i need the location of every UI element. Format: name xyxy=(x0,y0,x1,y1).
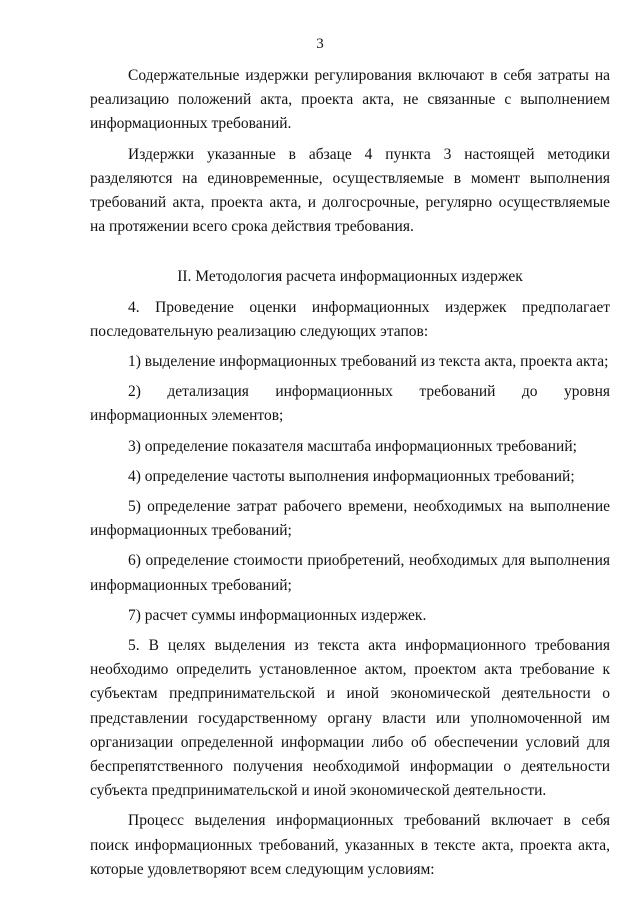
section-heading: II. Методология расчета информационных издержек xyxy=(177,268,523,286)
paragraph-content-costs: Содержательные издержки регулирования включают в себя затраты на реализацию положений акта, проекта акта, не связанные с выполнением информационных требований. xyxy=(90,67,610,133)
list-item-step-5: 5) определение затрат рабочего времени, необходимых на выполнение информационных требований; xyxy=(90,498,610,540)
paragraph-cost-types: Издержки указанные в абзаце 4 пункта 3 настоящей методики разделяются на единовременные, осуществляемые в момент выполнения требований акта, проекта акта, и долгосрочные, регулярно осуществляемые на протяжении всего срока действия требования. xyxy=(90,145,610,236)
paragraph-item-4: 4. Проведение оценки информационных издержек предполагает последовательную реализацию следующих этапов: xyxy=(90,298,610,340)
list-item-step-2: 2) детализация информационных требований до уровня информационных элементов; xyxy=(90,383,610,425)
document-body xyxy=(90,64,610,888)
list-item-step-7: 7) расчет суммы информационных издержек. xyxy=(128,606,427,624)
list-item-step-6: 6) определение стоимости приобретений, необходимых для выполнения информационных требований; xyxy=(90,552,610,594)
list-item-step-3: 3) определение показателя масштаба информационных требований; xyxy=(128,437,577,455)
paragraph-process: Процесс выделения информационных требований включает в себя поиск информационных требований, указанных в тексте акта, проекта акта, которые удовлетворяют всем следующим условиям: xyxy=(90,812,610,878)
list-item-step-1: 1) выделение информационных требований из текста акта, проекта акта; xyxy=(128,353,609,371)
paragraph-item-5: 5. В целях выделения из текста акта информационного требования необходимо определить установленное актом, проектом акта требование к субъектам предпринимательской и иной экономической деятельности о представлении государственному органу власти или уполномоченной им организации определенной информации либо об обеспечении условий для беспрепятственного получения необходимой информации о деятельности субъекта предпринимательской и иной экономической деятельности. xyxy=(90,637,610,800)
page-number: 3 xyxy=(316,36,324,52)
list-item-step-4: 4) определение частоты выполнения информационных требований; xyxy=(128,467,575,485)
